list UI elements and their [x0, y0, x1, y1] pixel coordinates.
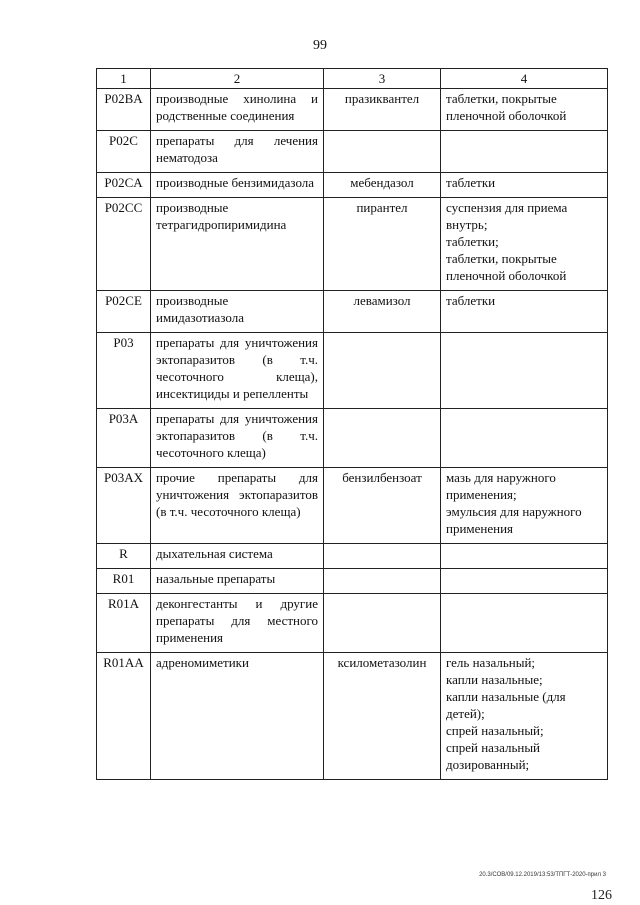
column-header: 1	[97, 69, 151, 89]
table-row	[97, 131, 608, 173]
dosage-form-line: капли назальные (для детей);	[446, 689, 566, 721]
dosage-form-cell	[441, 291, 608, 333]
substance-cell	[324, 131, 441, 173]
dosage-form-cell	[441, 468, 608, 544]
table-body	[97, 89, 608, 780]
substance-cell: мебендазол	[324, 173, 441, 198]
table-row	[97, 409, 608, 468]
anatomical-group-cell: адреномиметики	[151, 653, 324, 780]
table-row	[97, 544, 608, 569]
page-number: 99	[313, 38, 327, 53]
anatomical-group-cell: производные хинолина и родственные соединения	[151, 89, 324, 131]
dosage-form-line: спрей назальный;	[446, 723, 544, 738]
atc-code-cell: P03AX	[97, 468, 151, 544]
atc-code-cell: P03A	[97, 409, 151, 468]
atc-code-cell: P02CC	[97, 198, 151, 291]
table-row	[97, 594, 608, 653]
atc-code-cell: R01A	[97, 594, 151, 653]
table-row	[97, 569, 608, 594]
dosage-form-cell	[441, 89, 608, 131]
substance-cell	[324, 544, 441, 569]
dosage-form-line: таблетки, покрытые пленочной оболочкой	[446, 251, 567, 283]
atc-code-cell: P02BA	[97, 89, 151, 131]
table-row	[97, 89, 608, 131]
anatomical-group-cell: препараты для уничтожения эктопаразитов (в т.ч. чесоточного клеща), инсектициды и репелленты	[151, 333, 324, 409]
column-header: 2	[151, 69, 324, 89]
document-stamp: 20.3/СОВ/09.12.2019/13:53/ТПГТ-2020-прил 3	[479, 872, 606, 878]
column-header: 3	[324, 69, 441, 89]
dosage-form-line: таблетки, покрытые пленочной оболочкой	[446, 91, 567, 123]
substance-cell	[324, 333, 441, 409]
table-row	[97, 198, 608, 291]
anatomical-group-cell: дыхательная система	[151, 544, 324, 569]
dosage-form-line: спрей назальный дозированный;	[446, 740, 541, 772]
dosage-form-line: гель назальный;	[446, 655, 536, 670]
substance-cell	[324, 594, 441, 653]
atc-code-cell: P02CE	[97, 291, 151, 333]
dosage-form-cell	[441, 409, 608, 468]
dosage-form-cell	[441, 131, 608, 173]
dosage-form-line: таблетки;	[446, 234, 499, 249]
anatomical-group-cell: деконгестанты и другие препараты для местного применения	[151, 594, 324, 653]
table-row	[97, 468, 608, 544]
substance-cell: празиквантел	[324, 89, 441, 131]
anatomical-group-cell: прочие препараты для уничтожения эктопаразитов (в т.ч. чесоточного клеща)	[151, 468, 324, 544]
dosage-form-line: таблетки	[446, 175, 496, 190]
substance-cell	[324, 409, 441, 468]
atc-code-cell: R01AA	[97, 653, 151, 780]
anatomical-group-cell: производные бензимидазола	[151, 173, 324, 198]
dosage-form-line: капли назальные;	[446, 672, 543, 687]
dosage-form-cell	[441, 333, 608, 409]
atc-code-cell: P03	[97, 333, 151, 409]
substance-cell: пирантел	[324, 198, 441, 291]
anatomical-group-cell: назальные препараты	[151, 569, 324, 594]
dosage-form-cell	[441, 544, 608, 569]
atc-code-cell: R	[97, 544, 151, 569]
anatomical-group-cell: препараты для уничтожения эктопаразитов (в т.ч. чесоточного клеща)	[151, 409, 324, 468]
dosage-form-line: мазь для наружного применения;	[446, 470, 556, 502]
dosage-form-cell	[441, 653, 608, 780]
table-row	[97, 291, 608, 333]
dosage-form-line: суспензия для приема внутрь;	[446, 200, 568, 232]
dosage-form-line: эмульсия для наружного применения	[446, 504, 582, 536]
atc-code-cell: P02CA	[97, 173, 151, 198]
table-row	[97, 173, 608, 198]
anatomical-group-cell: производные имидазотиазола	[151, 291, 324, 333]
drug-table	[96, 68, 608, 780]
column-header: 4	[441, 69, 608, 89]
footer-page-number: 126	[591, 888, 612, 903]
substance-cell: левамизол	[324, 291, 441, 333]
dosage-form-cell	[441, 569, 608, 594]
table-row	[97, 333, 608, 409]
table-row	[97, 653, 608, 780]
anatomical-group-cell: препараты для лечения нематодоза	[151, 131, 324, 173]
substance-cell	[324, 569, 441, 594]
dosage-form-cell	[441, 198, 608, 291]
dosage-form-cell	[441, 594, 608, 653]
atc-code-cell: P02C	[97, 131, 151, 173]
substance-cell: бензилбензоат	[324, 468, 441, 544]
dosage-form-line: таблетки	[446, 293, 496, 308]
anatomical-group-cell: производные тетрагидропиримидина	[151, 198, 324, 291]
atc-code-cell: R01	[97, 569, 151, 594]
table-header-row	[97, 69, 608, 89]
dosage-form-cell	[441, 173, 608, 198]
substance-cell: ксилометазолин	[324, 653, 441, 780]
